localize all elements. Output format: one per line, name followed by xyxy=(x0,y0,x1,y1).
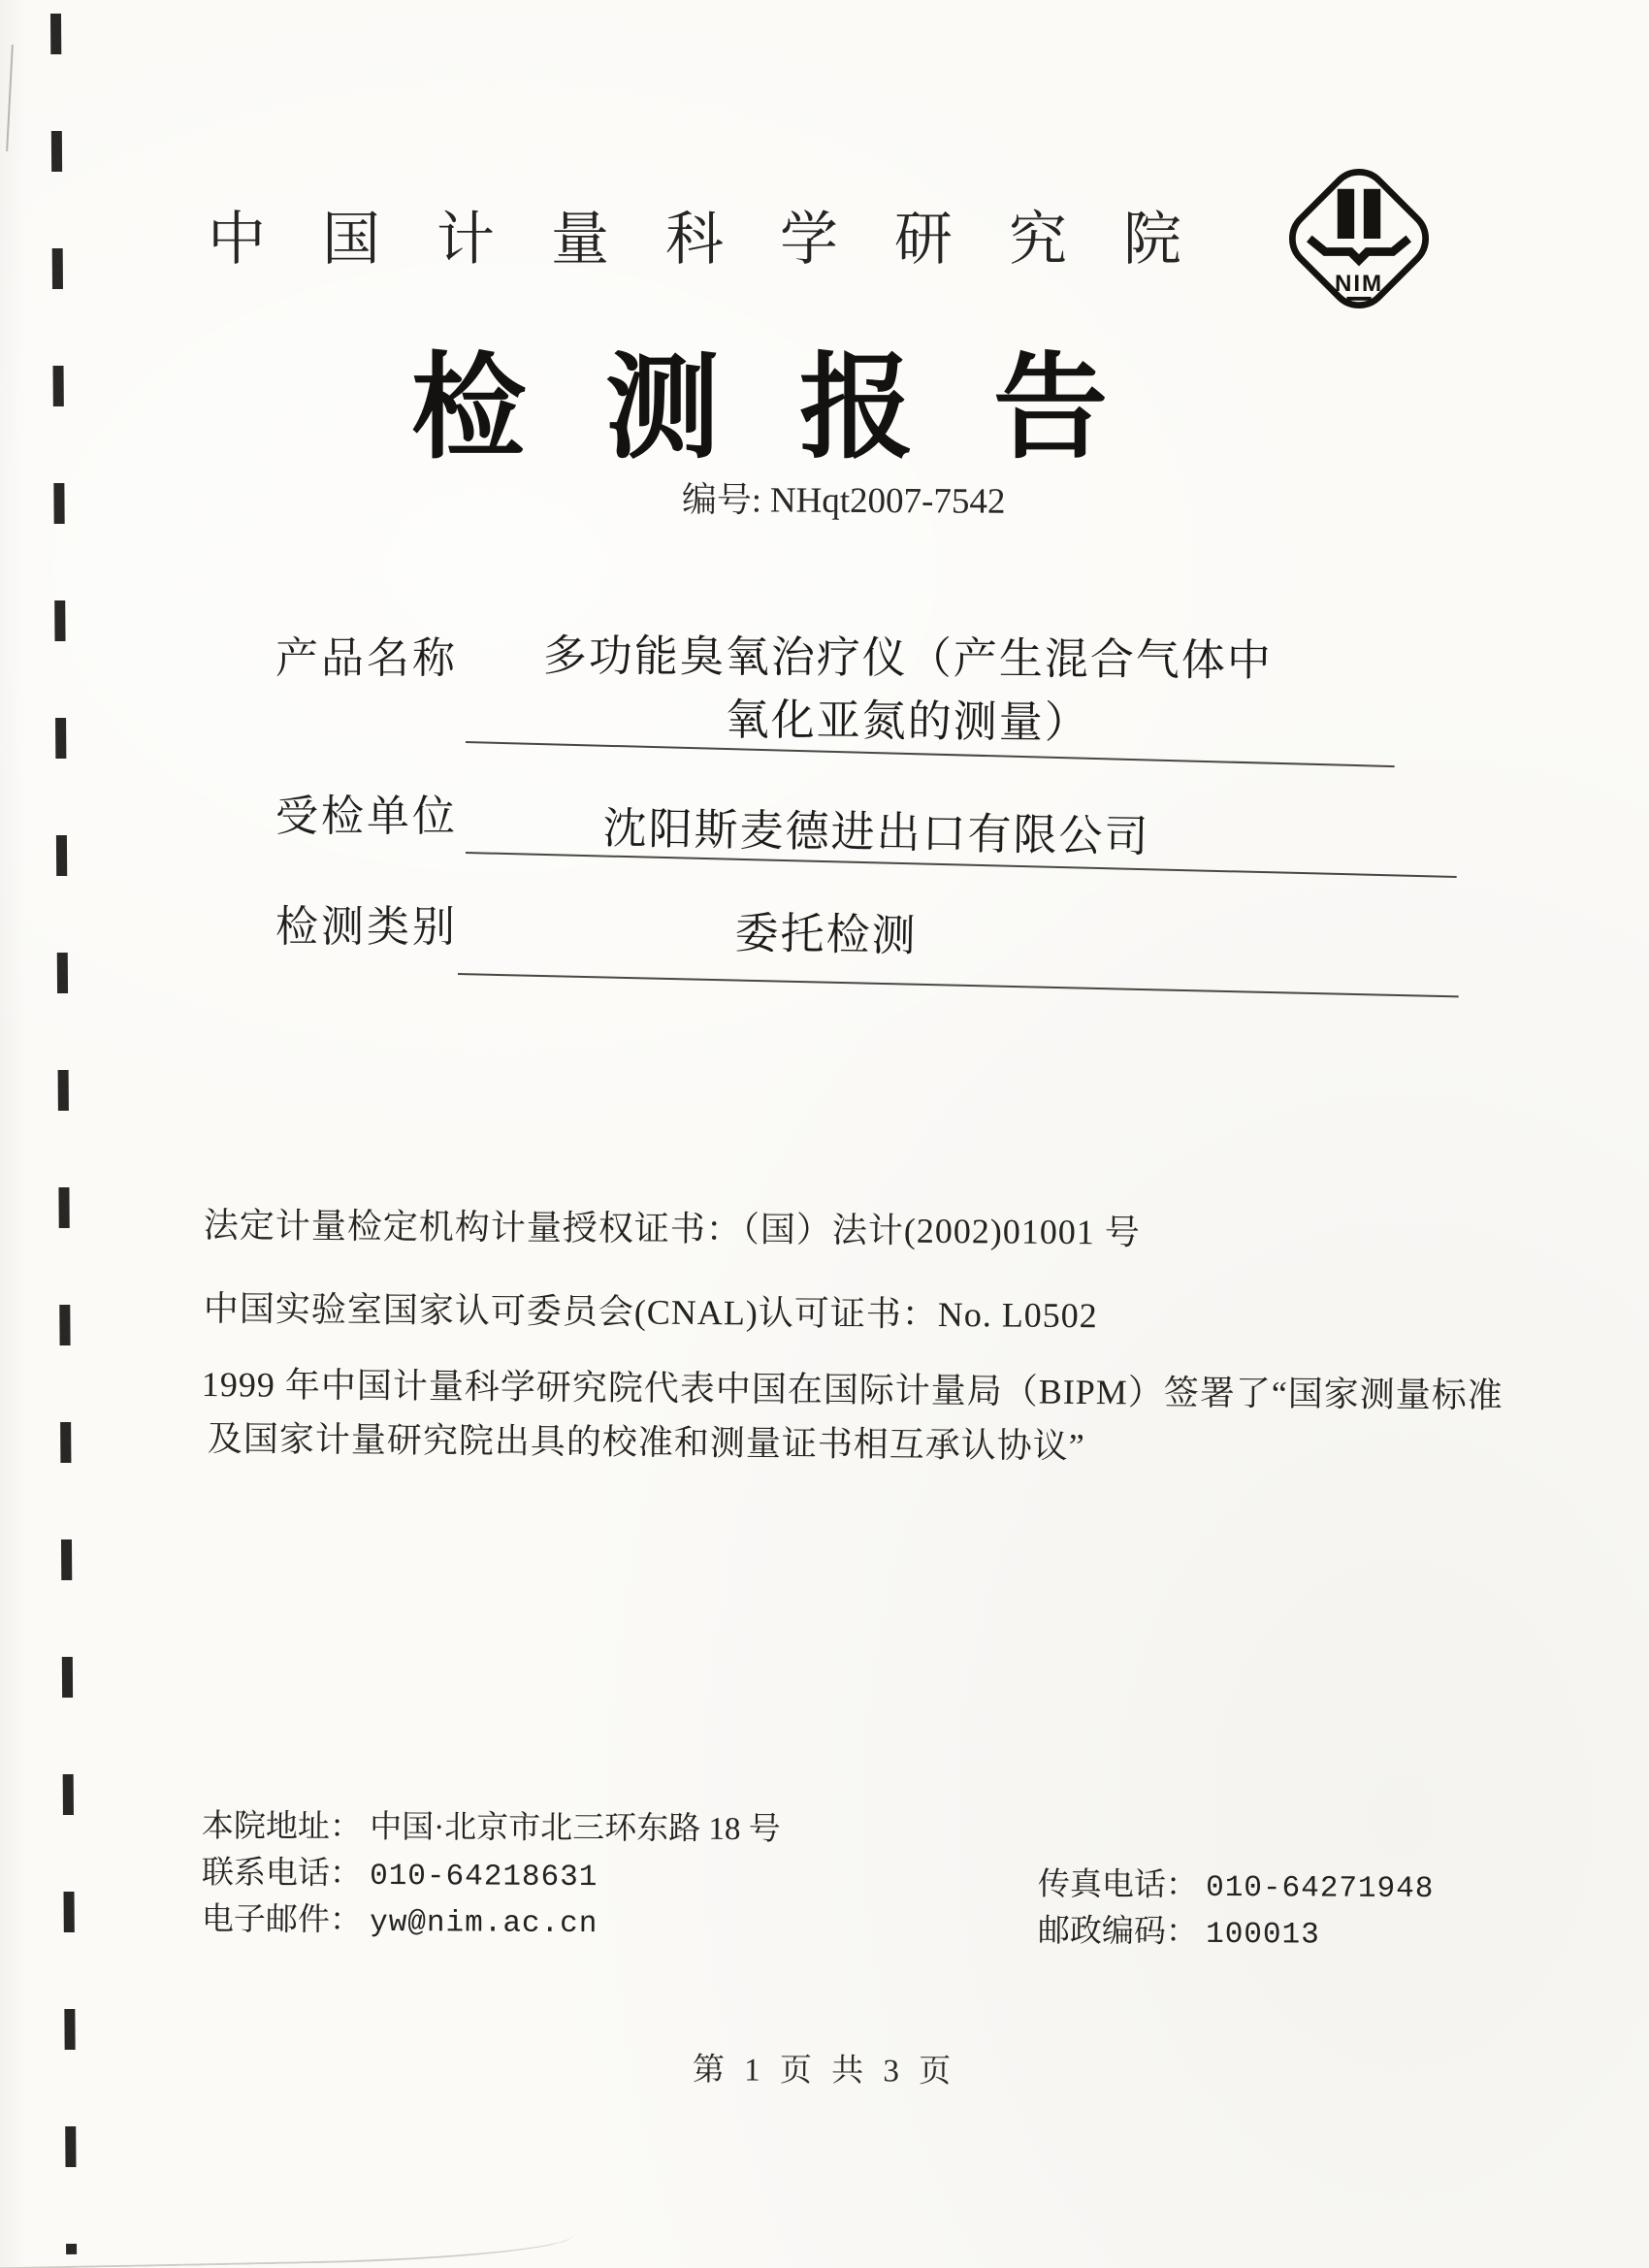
report-title: 检测报告 xyxy=(411,345,1188,472)
contact-address-label: 本院地址： xyxy=(201,1809,362,1845)
field-value-inspected-unit: 沈阳斯麦德进出口有限公司 xyxy=(602,803,1150,861)
contact-email xyxy=(202,1901,598,1943)
scan-edge-artifact xyxy=(6,45,14,151)
contact-address xyxy=(202,1808,781,1849)
binding-perforation-marks xyxy=(50,14,77,2254)
certification-authorization: 法定计量检定机构计量授权证书：（国）法计(2002)01001 号 xyxy=(203,1206,1141,1252)
field-label-test-category: 检测类别 xyxy=(275,903,458,951)
contact-postcode-label: 邮政编码： xyxy=(1037,1914,1198,1950)
field-label-product-name: 产品名称 xyxy=(275,634,458,682)
contact-address-value: 中国·北京市北三环东路 18 号 xyxy=(370,1809,781,1848)
contact-phone xyxy=(202,1855,598,1896)
field-label-inspected-unit: 受检单位 xyxy=(275,793,458,840)
report-number-label: 编号: xyxy=(681,480,762,520)
field-value-product-name-line1: 多功能臭氧治疗仪（产生混合气体中 xyxy=(542,632,1273,686)
contact-fax-label: 传真电话： xyxy=(1037,1867,1198,1903)
report-number xyxy=(682,479,1006,523)
mra-paragraph-line2: 及国家计量研究院出具的校准和测量证书相互承认协议” xyxy=(207,1419,1085,1466)
page-bottom-curl-shadow xyxy=(0,2208,572,2268)
contact-fax-value: 010-64271948 xyxy=(1206,1870,1435,1907)
contact-phone-value: 010-64218631 xyxy=(370,1859,598,1895)
mra-paragraph-line1: 1999 年中国计量科学研究院代表中国在国际计量局（BIPM）签署了“国家测量标准 xyxy=(201,1365,1504,1415)
institute-name: 中国计量科学研究院 xyxy=(208,208,1238,272)
field-value-test-category: 委托检测 xyxy=(734,908,918,960)
underline-test-category xyxy=(458,973,1459,997)
contact-postcode xyxy=(1038,1913,1320,1954)
certification-cnal: 中国实验室国家认可委员会(CNAL)认可证书：No. L0502 xyxy=(203,1289,1098,1336)
report-number-value: NHqt2007-7542 xyxy=(769,480,1006,522)
contact-postcode-value: 100013 xyxy=(1206,1917,1320,1953)
nim-logo-icon xyxy=(1275,153,1443,324)
contact-email-value: yw@nim.ac.cn xyxy=(370,1905,598,1942)
page-number-footer: 第 1 页 共 3 页 xyxy=(692,2053,957,2090)
field-value-product-name-line2: 氧化亚氮的测量） xyxy=(725,695,1090,748)
contact-fax xyxy=(1038,1866,1435,1908)
contact-phone-label: 联系电话： xyxy=(201,1856,362,1892)
nim-logo-svg xyxy=(1275,153,1443,324)
nim-logo-text: NIM xyxy=(1334,271,1384,298)
contact-email-label: 电子邮件： xyxy=(201,1902,362,1938)
